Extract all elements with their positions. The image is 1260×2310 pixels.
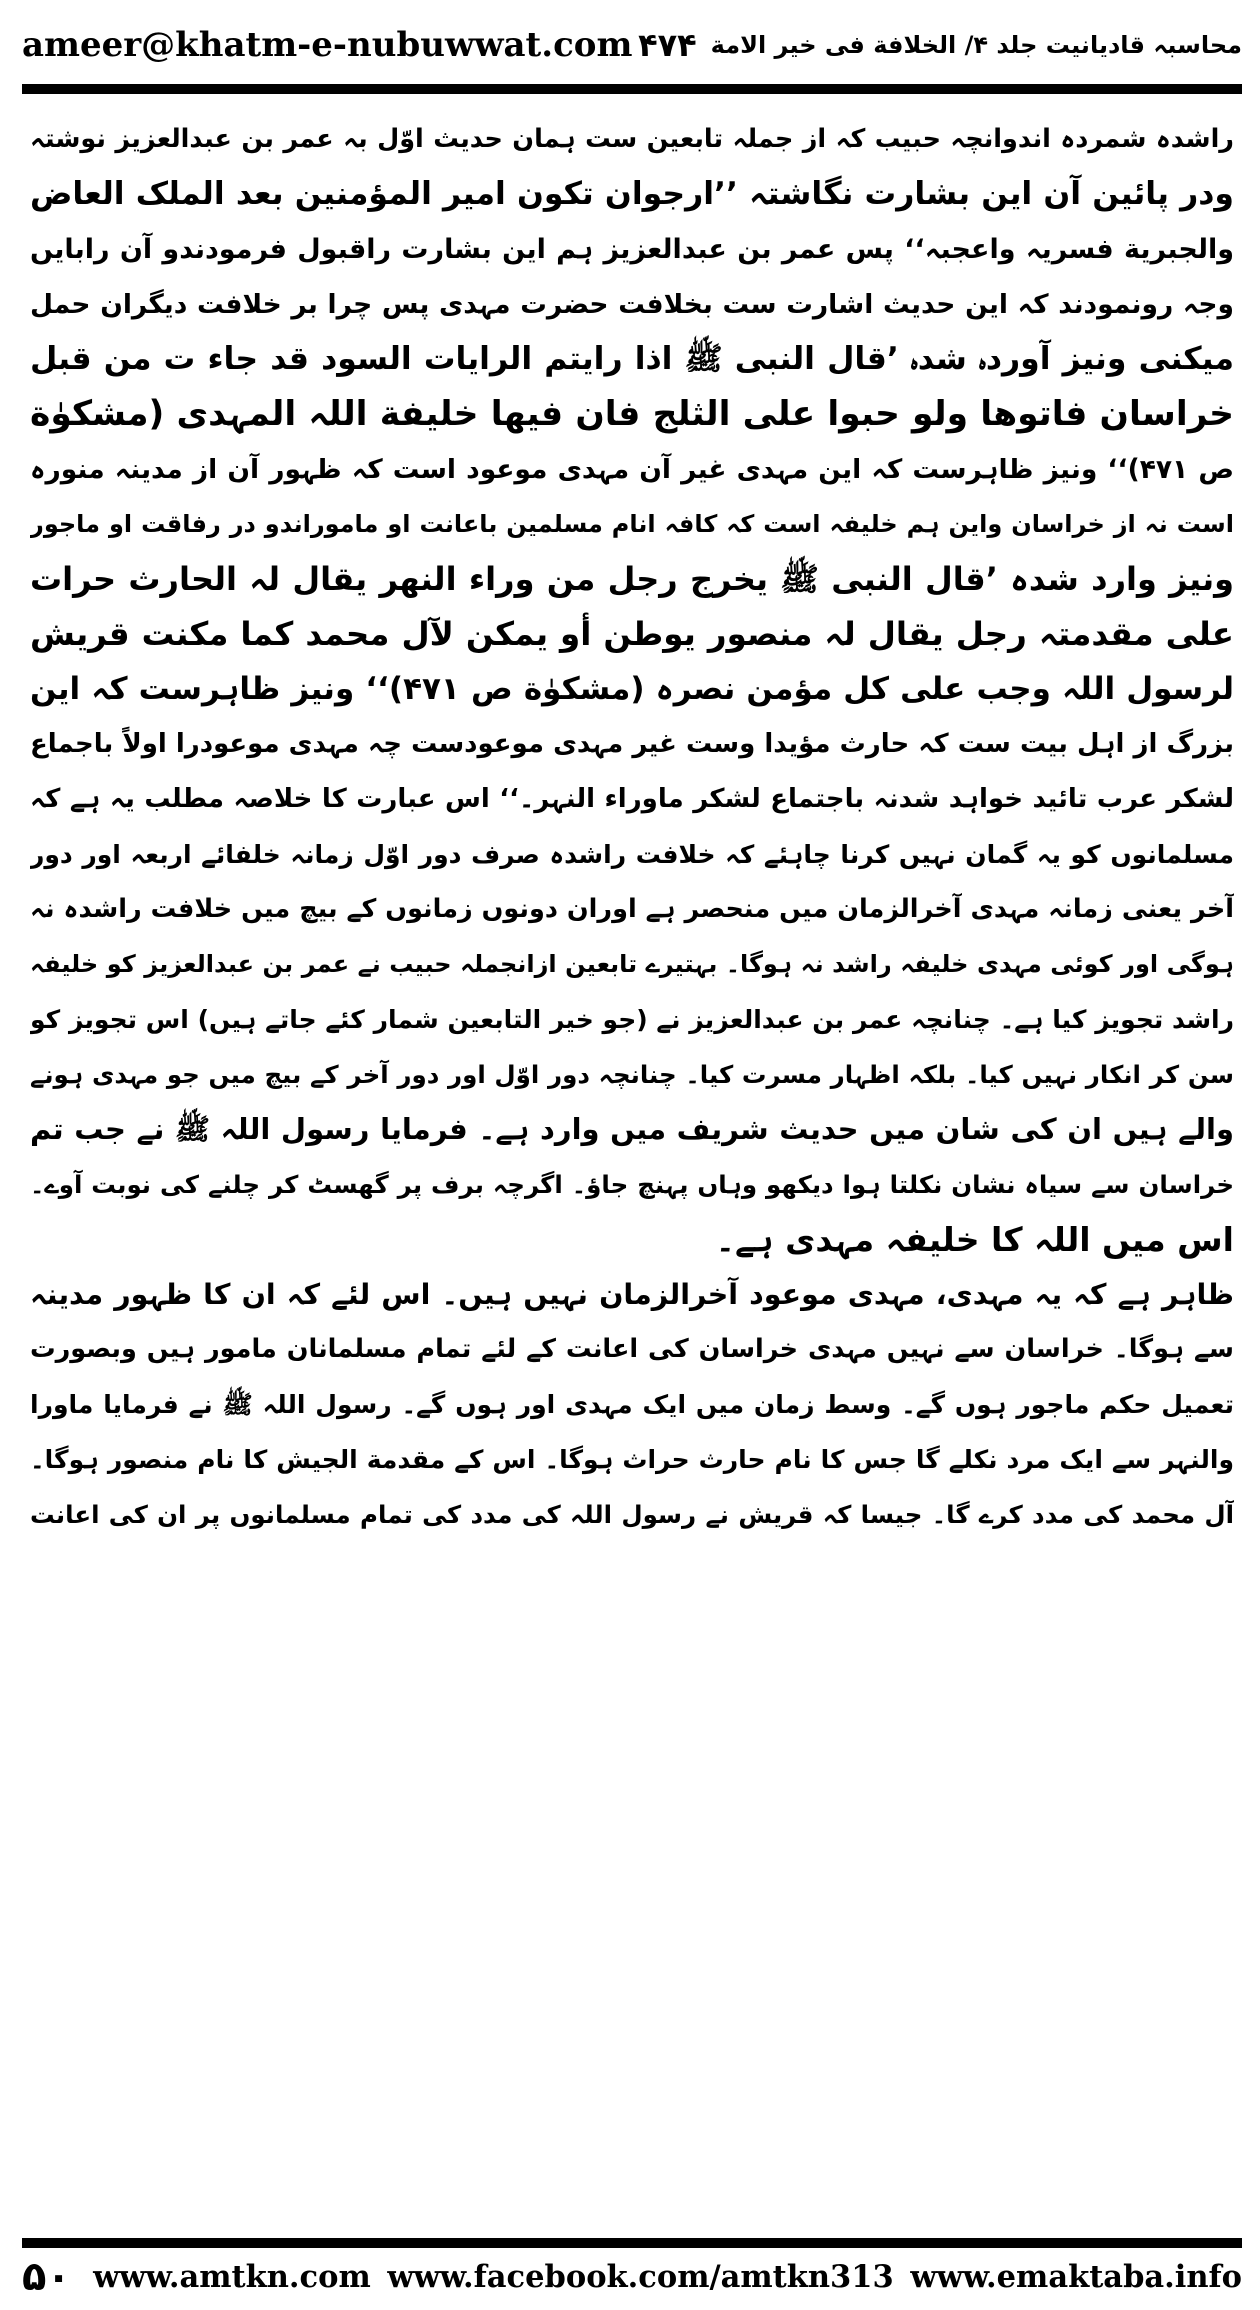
text-line: ص ۴۷۱)‘‘ ونیز ظاہرست کہ این مہدی غیر آن مہدی موعود است کہ ظہور آن از مدینہ منورہ (30, 454, 1234, 485)
text-line: اس میں اللہ کا خلیفہ مہدی ہے۔ (715, 1220, 1234, 1259)
text-line: مسلمانوں کو یہ گمان نہیں کرنا چاہئے کہ خلافت راشدہ صرف دور اوّل زمانہ خلفائے اربعہ اور دور (30, 840, 1234, 869)
text-line: آخر یعنی زمانہ مہدی آخرالزمان میں منحصر ہے اوران دونوں زمانوں کے بیچ میں خلافت راشدہ نہ (30, 894, 1234, 924)
text-line: والجبریة فسریہ واعجبہ‘‘ پس عمر بن عبدالعزیز ہم این بشارت راقبول فرمودندو آن رابایں (30, 234, 1234, 265)
text-line: ودر پائین آن این بشارت نگاشتہ ’’ارجوان تکون امیر المؤمنین بعد الملک العاض (30, 176, 1234, 212)
page-header (22, 14, 1242, 76)
text-line: علی مقدمتہ رجل یقال لہ منصور یوطن أو یمکن لآل محمد کما مکنت قریش (30, 615, 1234, 653)
footer-divider (22, 2238, 1242, 2248)
header-page-reference: ۴۷۴ (638, 26, 697, 64)
text-line: میکنی ونیز آوردہ شدہ ’قال النبی ﷺ اذا رایتم الرایات السود قد جاء ت من قبل (30, 341, 1234, 377)
header-title-group (638, 26, 1242, 64)
text-line: والے ہیں ان کی شان میں حدیث شریف میں وارد ہے۔ فرمایا رسول اللہ ﷺ نے جب تم (30, 1112, 1234, 1146)
text-line: راشد تجویز کیا ہے۔ چنانچہ عمر بن عبدالعزیز نے (جو خیر التابعین شمار کئے جاتے ہیں) اس تجویز کو (30, 1005, 1234, 1034)
body-text (30, 112, 1234, 1542)
header-email: ameer@khatm-e-nubuwwat.com (22, 25, 633, 65)
page-footer (22, 2252, 1242, 2302)
footer-website-links: www.amtkn.com www.facebook.com/amtkn313 www.emaktaba.info (93, 2259, 1242, 2295)
text-line: لرسول اللہ وجب علی کل مؤمن نصرہ (مشکوٰة ص ۴۷۱)‘‘ ونیز ظاہرست کہ این (30, 671, 1234, 707)
text-line: سے ہوگا۔ خراسان سے نہیں مہدی خراسان کی اعانت کے لئے تمام مسلمانان مامور ہیں وبصورت (30, 1334, 1234, 1364)
text-line: ہوگی اور کوئی مہدی خلیفہ راشد نہ ہوگا۔ بہتیرے تابعین ازانجملہ حبیب نے عمر بن عبدالعزیز کو خلیفہ (30, 950, 1234, 978)
text-line: خراسان فاتوھا ولو حبوا علی الثلج فان فیھا خلیفة اللہ المہدی (مشکوٰة (30, 394, 1234, 434)
text-line: سن کر انکار نہیں کیا۔ بلکہ اظہار مسرت کیا۔ چنانچہ دور اوّل اور دور آخر کے بیچ میں جو مہدی ہونے (30, 1060, 1234, 1089)
text-line: است نہ از خراسان واین ہم خلیفہ است کہ کافہ انام مسلمین باعانت او ماموراندو در رفاقت او ماجور (30, 510, 1234, 538)
text-line: وجہ رونمودند کہ این حدیث اشارت ست بخلافت حضرت مہدی پس چرا بر خلافت دیگران حمل (30, 289, 1234, 320)
page-number: ۵۰ (22, 2254, 71, 2300)
header-book-title: محاسبہ قادیانیت جلد ۴/ الخلافة فی خیر الامة (710, 31, 1242, 59)
text-line: تعمیل حکم ماجور ہوں گے۔ وسط زمان میں ایک مہدی اور ہوں گے۔ رسول اللہ ﷺ نے فرمایا ماورا (30, 1390, 1234, 1419)
text-line: آل محمد کی مدد کرے گا۔ جیسا کہ قریش نے رسول اللہ کی مدد کی تمام مسلمانوں پر ان کی اعانت (30, 1500, 1234, 1529)
header-divider (22, 84, 1242, 94)
text-line: بزرگ از اہل بیت ست کہ حارث مؤیدا وست غیر مہدی موعودست چہ مہدی موعودرا اولاً باجماع (30, 729, 1234, 759)
text-line: ظاہر ہے کہ یہ مہدی، مہدی موعود آخرالزمان نہیں ہیں۔ اس لئے کہ ان کا ظہور مدینہ (30, 1278, 1234, 1311)
text-line: لشکر عرب تائید خواہد شدنہ باجتماع لشکر ماوراء النہر۔‘‘ اس عبارت کا خلاصہ مطلب یہ ہے کہ (30, 784, 1234, 814)
text-line: ونیز وارد شدہ ’قال النبی ﷺ یخرج رجل من وراء النھر یقال لہ الحارث حرات (30, 560, 1234, 598)
text-line: راشدہ شمردہ اندوانچہ حبیب کہ از جملہ تابعین ست ہمان حدیث اوّل بہ عمر بن عبدالعزیز نوشتہ (30, 124, 1234, 154)
text-line: والنہر سے ایک مرد نکلے گا جس کا نام حارث حراث ہوگا۔ اس کے مقدمة الجیش کا نام منصور ہوگا۔ (30, 1445, 1234, 1474)
text-line: خراسان سے سیاہ نشان نکلتا ہوا دیکھو وہاں پہنچ جاؤ۔ اگرچہ برف پر گھسٹ کر چلنے کی نوبت آوے۔ (30, 1170, 1234, 1199)
